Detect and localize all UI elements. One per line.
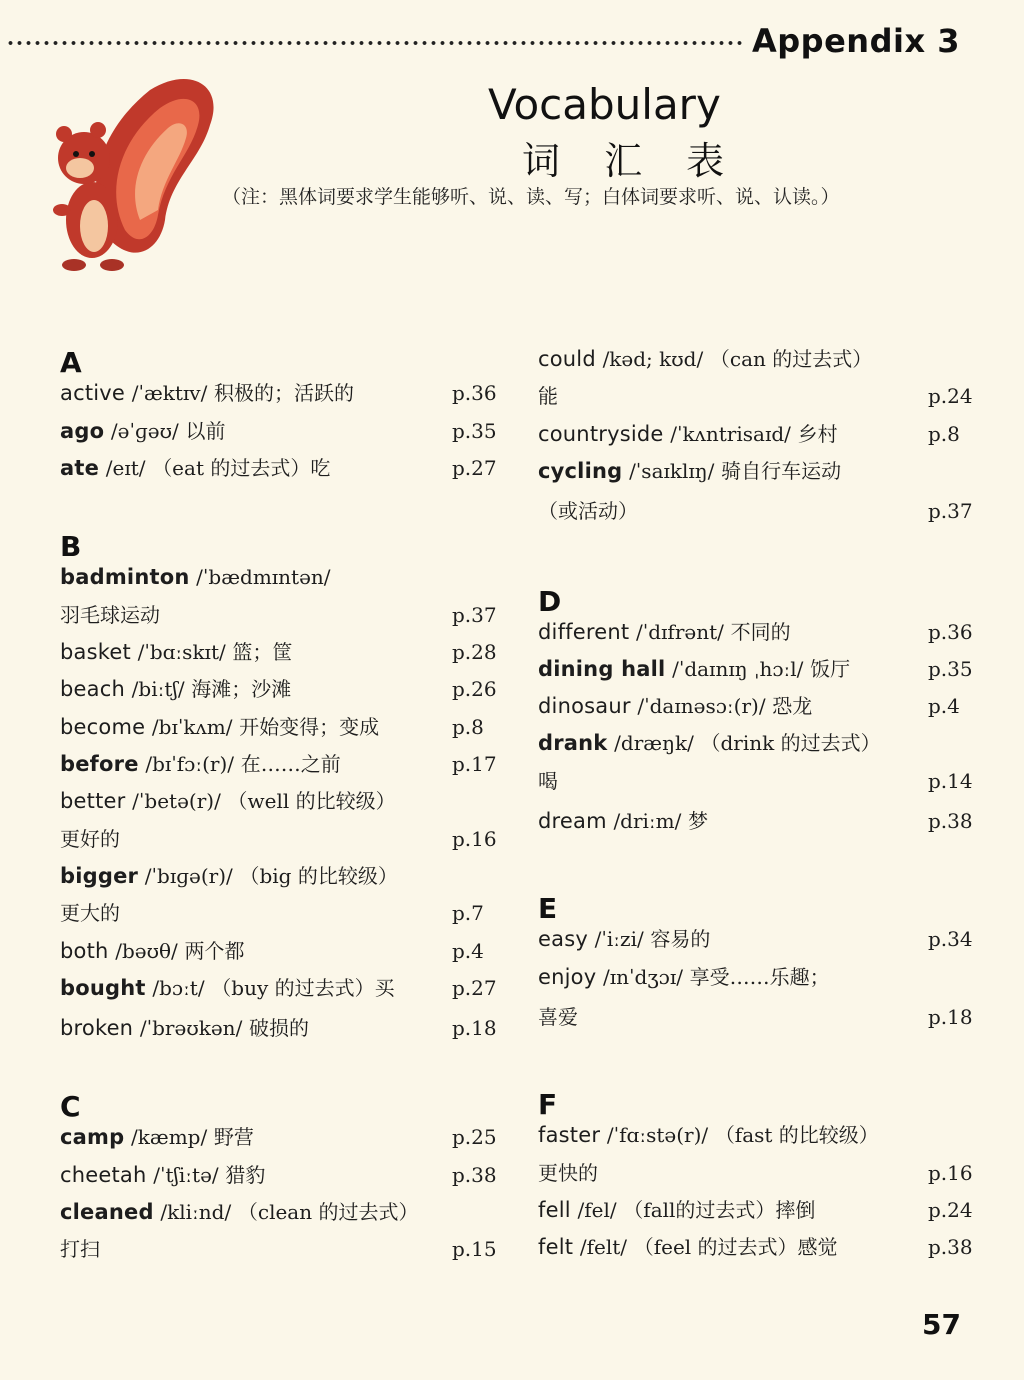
entry-continuation: 更好的 (60, 827, 120, 851)
entry-page: p.8 (928, 422, 960, 446)
entry-could: could /kəd; kʊd/ （can 的过去式） (538, 347, 873, 371)
entry-page: p.37 (928, 499, 973, 523)
entry-easy: easy /ˈiːzi/ 容易的 (538, 927, 711, 951)
section-letter-e: E (538, 892, 558, 925)
entry-dinosaur: dinosaur /ˈdaɪnəsɔː(r)/ 恐龙 (538, 694, 813, 718)
entry-page: p.38 (928, 809, 973, 833)
entry-bigger: bigger /ˈbɪɡə(r)/ （big 的比较级） (60, 864, 398, 888)
entry-continuation: 打扫 (60, 1237, 100, 1261)
entry-different: different /ˈdɪfrənt/ 不同的 (538, 620, 791, 644)
squirrel-illustration (40, 70, 230, 280)
entry-beach: beach /biːtʃ/ 海滩；沙滩 (60, 677, 292, 701)
entry-page: p.26 (452, 677, 497, 701)
entry-continuation: 能 (538, 384, 558, 408)
entry-page: p.38 (928, 1235, 973, 1259)
entry-page: p.8 (452, 715, 484, 739)
section-letter-b: B (60, 530, 82, 563)
entry-continuation: 更快的 (538, 1161, 598, 1185)
entry-page: p.28 (452, 640, 497, 664)
entry-page: p.36 (452, 381, 497, 405)
entry-cheetah: cheetah /ˈtʃiːtə/ 猎豹 (60, 1163, 266, 1187)
section-letter-f: F (538, 1088, 558, 1121)
entry-page: p.18 (452, 1016, 497, 1040)
entry-page: p.16 (452, 827, 497, 851)
entry-felt: felt /felt/ （feel 的过去式）感觉 (538, 1235, 838, 1259)
entry-continuation: 羽毛球运动 (60, 603, 160, 627)
entry-broken: broken /ˈbrəʊkən/ 破损的 (60, 1016, 309, 1040)
entry-before: before /bɪˈfɔː(r)/ 在……之前 (60, 752, 341, 776)
entry-ago: ago /əˈɡəʊ/ 以前 (60, 419, 226, 443)
section-letter-d: D (538, 585, 562, 618)
entry-page: p.27 (452, 976, 497, 1000)
section-letter-a: A (60, 346, 82, 379)
page-title: Vocabulary (488, 80, 721, 129)
entry-countryside: countryside /ˈkʌntrisaɪd/ 乡村 (538, 422, 838, 446)
entry-become: become /bɪˈkʌm/ 开始变得；变成 (60, 715, 380, 739)
page-number: 57 (922, 1308, 961, 1341)
entry-page: p.24 (928, 384, 973, 408)
entry-page: p.24 (928, 1198, 973, 1222)
entry-cleaned: cleaned /kliːnd/ （clean 的过去式） (60, 1200, 419, 1224)
entry-camp: camp /kæmp/ 野营 (60, 1125, 254, 1149)
entry-page: p.27 (452, 456, 497, 480)
entry-page: p.15 (452, 1237, 497, 1261)
entry-both: both /bəʊθ/ 两个都 (60, 939, 245, 963)
entry-page: p.25 (452, 1125, 497, 1149)
entry-page: p.34 (928, 927, 973, 951)
entry-page: p.4 (928, 694, 960, 718)
section-letter-c: C (60, 1090, 81, 1123)
entry-better: better /ˈbetə(r)/ （well 的比较级） (60, 789, 396, 813)
entry-continuation: 喜爱 (538, 1005, 578, 1029)
entry-badminton: badminton /ˈbædmɪntən/ (60, 565, 331, 589)
page-title-chinese: 词 汇 表 (522, 139, 741, 183)
entry-page: p.14 (928, 769, 973, 793)
entry-page: p.4 (452, 939, 484, 963)
usage-note: （注：黑体词要求学生能够听、说、读、写；白体词要求听、说、认读。） (222, 186, 840, 208)
entry-page: p.35 (928, 657, 973, 681)
entry-dining-hall: dining hall /ˈdaɪnɪŋ ˌhɔːl/ 饭厅 (538, 657, 851, 681)
entry-page: p.36 (928, 620, 973, 644)
entry-basket: basket /ˈbɑːskɪt/ 篮；筐 (60, 640, 293, 664)
entry-page: p.18 (928, 1005, 973, 1029)
entry-continuation: 喝 (538, 769, 558, 793)
entry-page: p.17 (452, 752, 497, 776)
entry-enjoy: enjoy /ɪnˈdʒɔɪ/ 享受……乐趣； (538, 965, 830, 989)
entry-bought: bought /bɔːt/ （buy 的过去式）买 (60, 976, 395, 1000)
entry-drank: drank /dræŋk/ （drink 的过去式） (538, 731, 881, 755)
entry-ate: ate /eɪt/ （eat 的过去式）吃 (60, 456, 331, 480)
entry-page: p.38 (452, 1163, 497, 1187)
entry-active: active /ˈæktɪv/ 积极的；活跃的 (60, 381, 355, 405)
entry-page: p.37 (452, 603, 497, 627)
entry-faster: faster /ˈfɑːstə(r)/ （fast 的比较级） (538, 1123, 879, 1147)
entry-cycling: cycling /ˈsaɪklɪŋ/ 骑自行车运动 (538, 459, 842, 483)
appendix-label: Appendix 3 (752, 22, 960, 60)
entry-dream: dream /driːm/ 梦 (538, 809, 709, 833)
entry-fell: fell /fel/ （fall的过去式）摔倒 (538, 1198, 816, 1222)
entry-page: p.7 (452, 901, 484, 925)
entry-continuation: （或活动） (538, 499, 638, 523)
entry-page: p.35 (452, 419, 497, 443)
entry-page: p.16 (928, 1161, 973, 1185)
header-dotted-rule (6, 40, 742, 46)
entry-continuation: 更大的 (60, 901, 120, 925)
